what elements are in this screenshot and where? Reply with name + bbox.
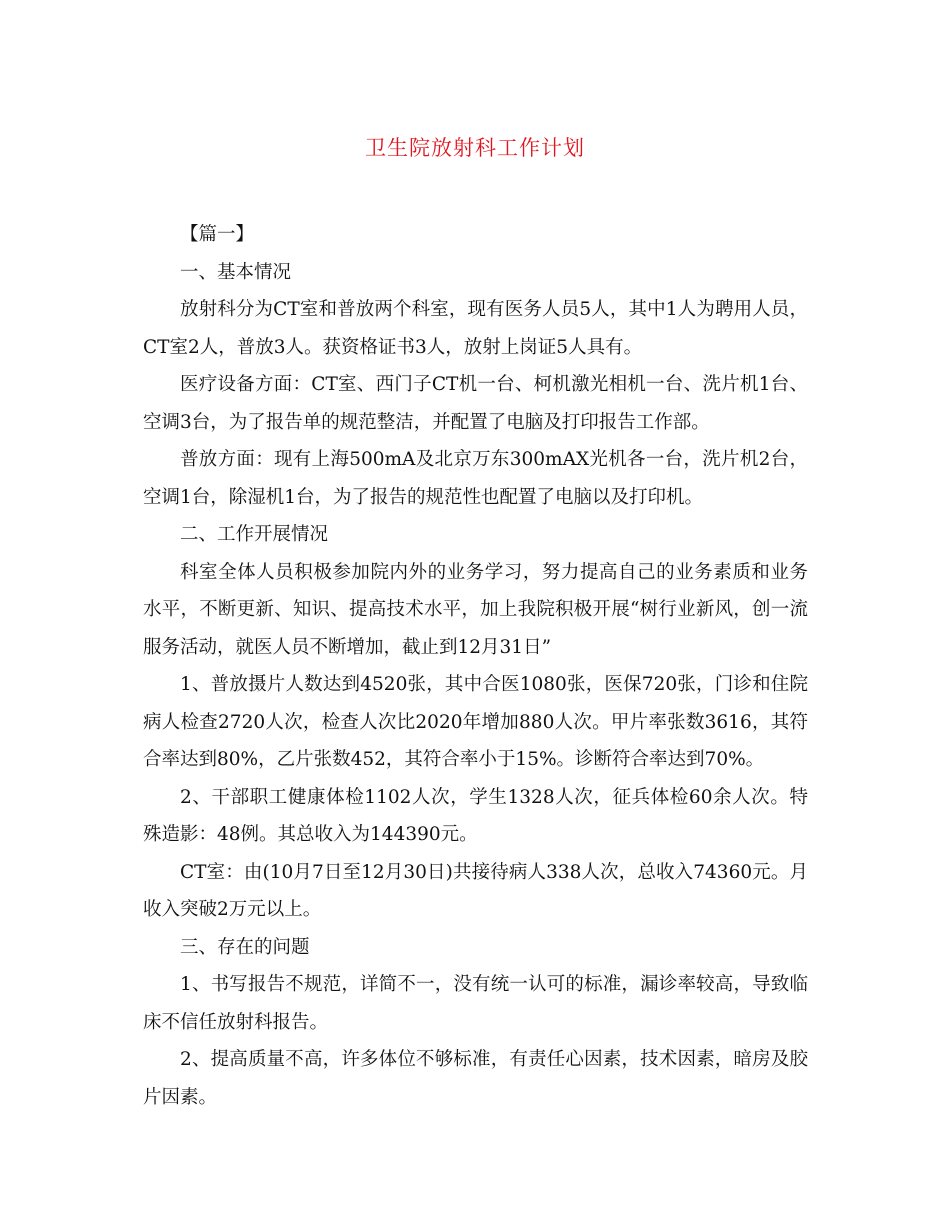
document-body: [143, 216, 808, 1116]
paragraph-problem-quality: 2、提高质量不高，许多体位不够标准，有责任心因素，技术因素，暗房及胶片因素。: [143, 1049, 808, 1108]
paragraph-health-checks: 2、干部职工健康体检1102人次，学生1328人次，征兵体检60余人次。特殊造影：48例。其总收入为144390元。: [143, 786, 808, 845]
heading-work-progress: 二、工作开展情况: [180, 524, 329, 545]
paragraph-ct-stats: CT室：由(10月7日至12月30日)共接待病人338人次，总收入74360元。月收入突破2万元以上。: [143, 861, 808, 920]
paragraph-training: 科室全体人员积极参加院内外的业务学习，努力提高自己的业务素质和业务水平，不断更新、知识、提高技术水平，加上我院积极开展“树行业新风，创一流服务活动，就医人员不断增加，截止到12月31日”: [143, 561, 808, 658]
paragraph-general-radiology-equipment: 普放方面：现有上海500mA及北京万东300mAX光机各一台，洗片机2台，空调1台，除湿机1台，为了报告的规范性也配置了电脑以及打印机。: [143, 449, 808, 508]
paragraph-ct-equipment: 医疗设备方面：CT室、西门子CT机一台、柯机激光相机一台、洗片机1台、空调3台，为了报告单的规范整洁，并配置了电脑及打印报告工作部。: [143, 374, 808, 433]
document-title: 卫生院放射科工作计划: [365, 136, 585, 160]
paragraph-problem-reports: 1、书写报告不规范，详简不一，没有统一认可的标准，漏诊率较高，导致临床不信任放射科报告。: [143, 974, 808, 1033]
heading-existing-problems: 三、存在的问题: [180, 936, 310, 958]
paragraph-general-radiology-stats: 1、普放摄片人数达到4520张，其中合医1080张，医保720张，门诊和住院病人检查2720人次，检查人次比2020年增加880人次。甲片率张数3616，其符合率达到80%，乙片张数452，其符合率小于15%。诊断符合率达到70%。: [143, 674, 808, 770]
heading-basic-situation: 一、基本情况: [180, 261, 292, 283]
section-marker: 【篇一】: [180, 224, 255, 245]
paragraph-staffing: 放射科分为CT室和普放两个科室，现有医务人员5人，其中1人为聘用人员，CT室2人，普放3人。获资格证书3人，放射上岗证5人具有。: [143, 299, 808, 358]
